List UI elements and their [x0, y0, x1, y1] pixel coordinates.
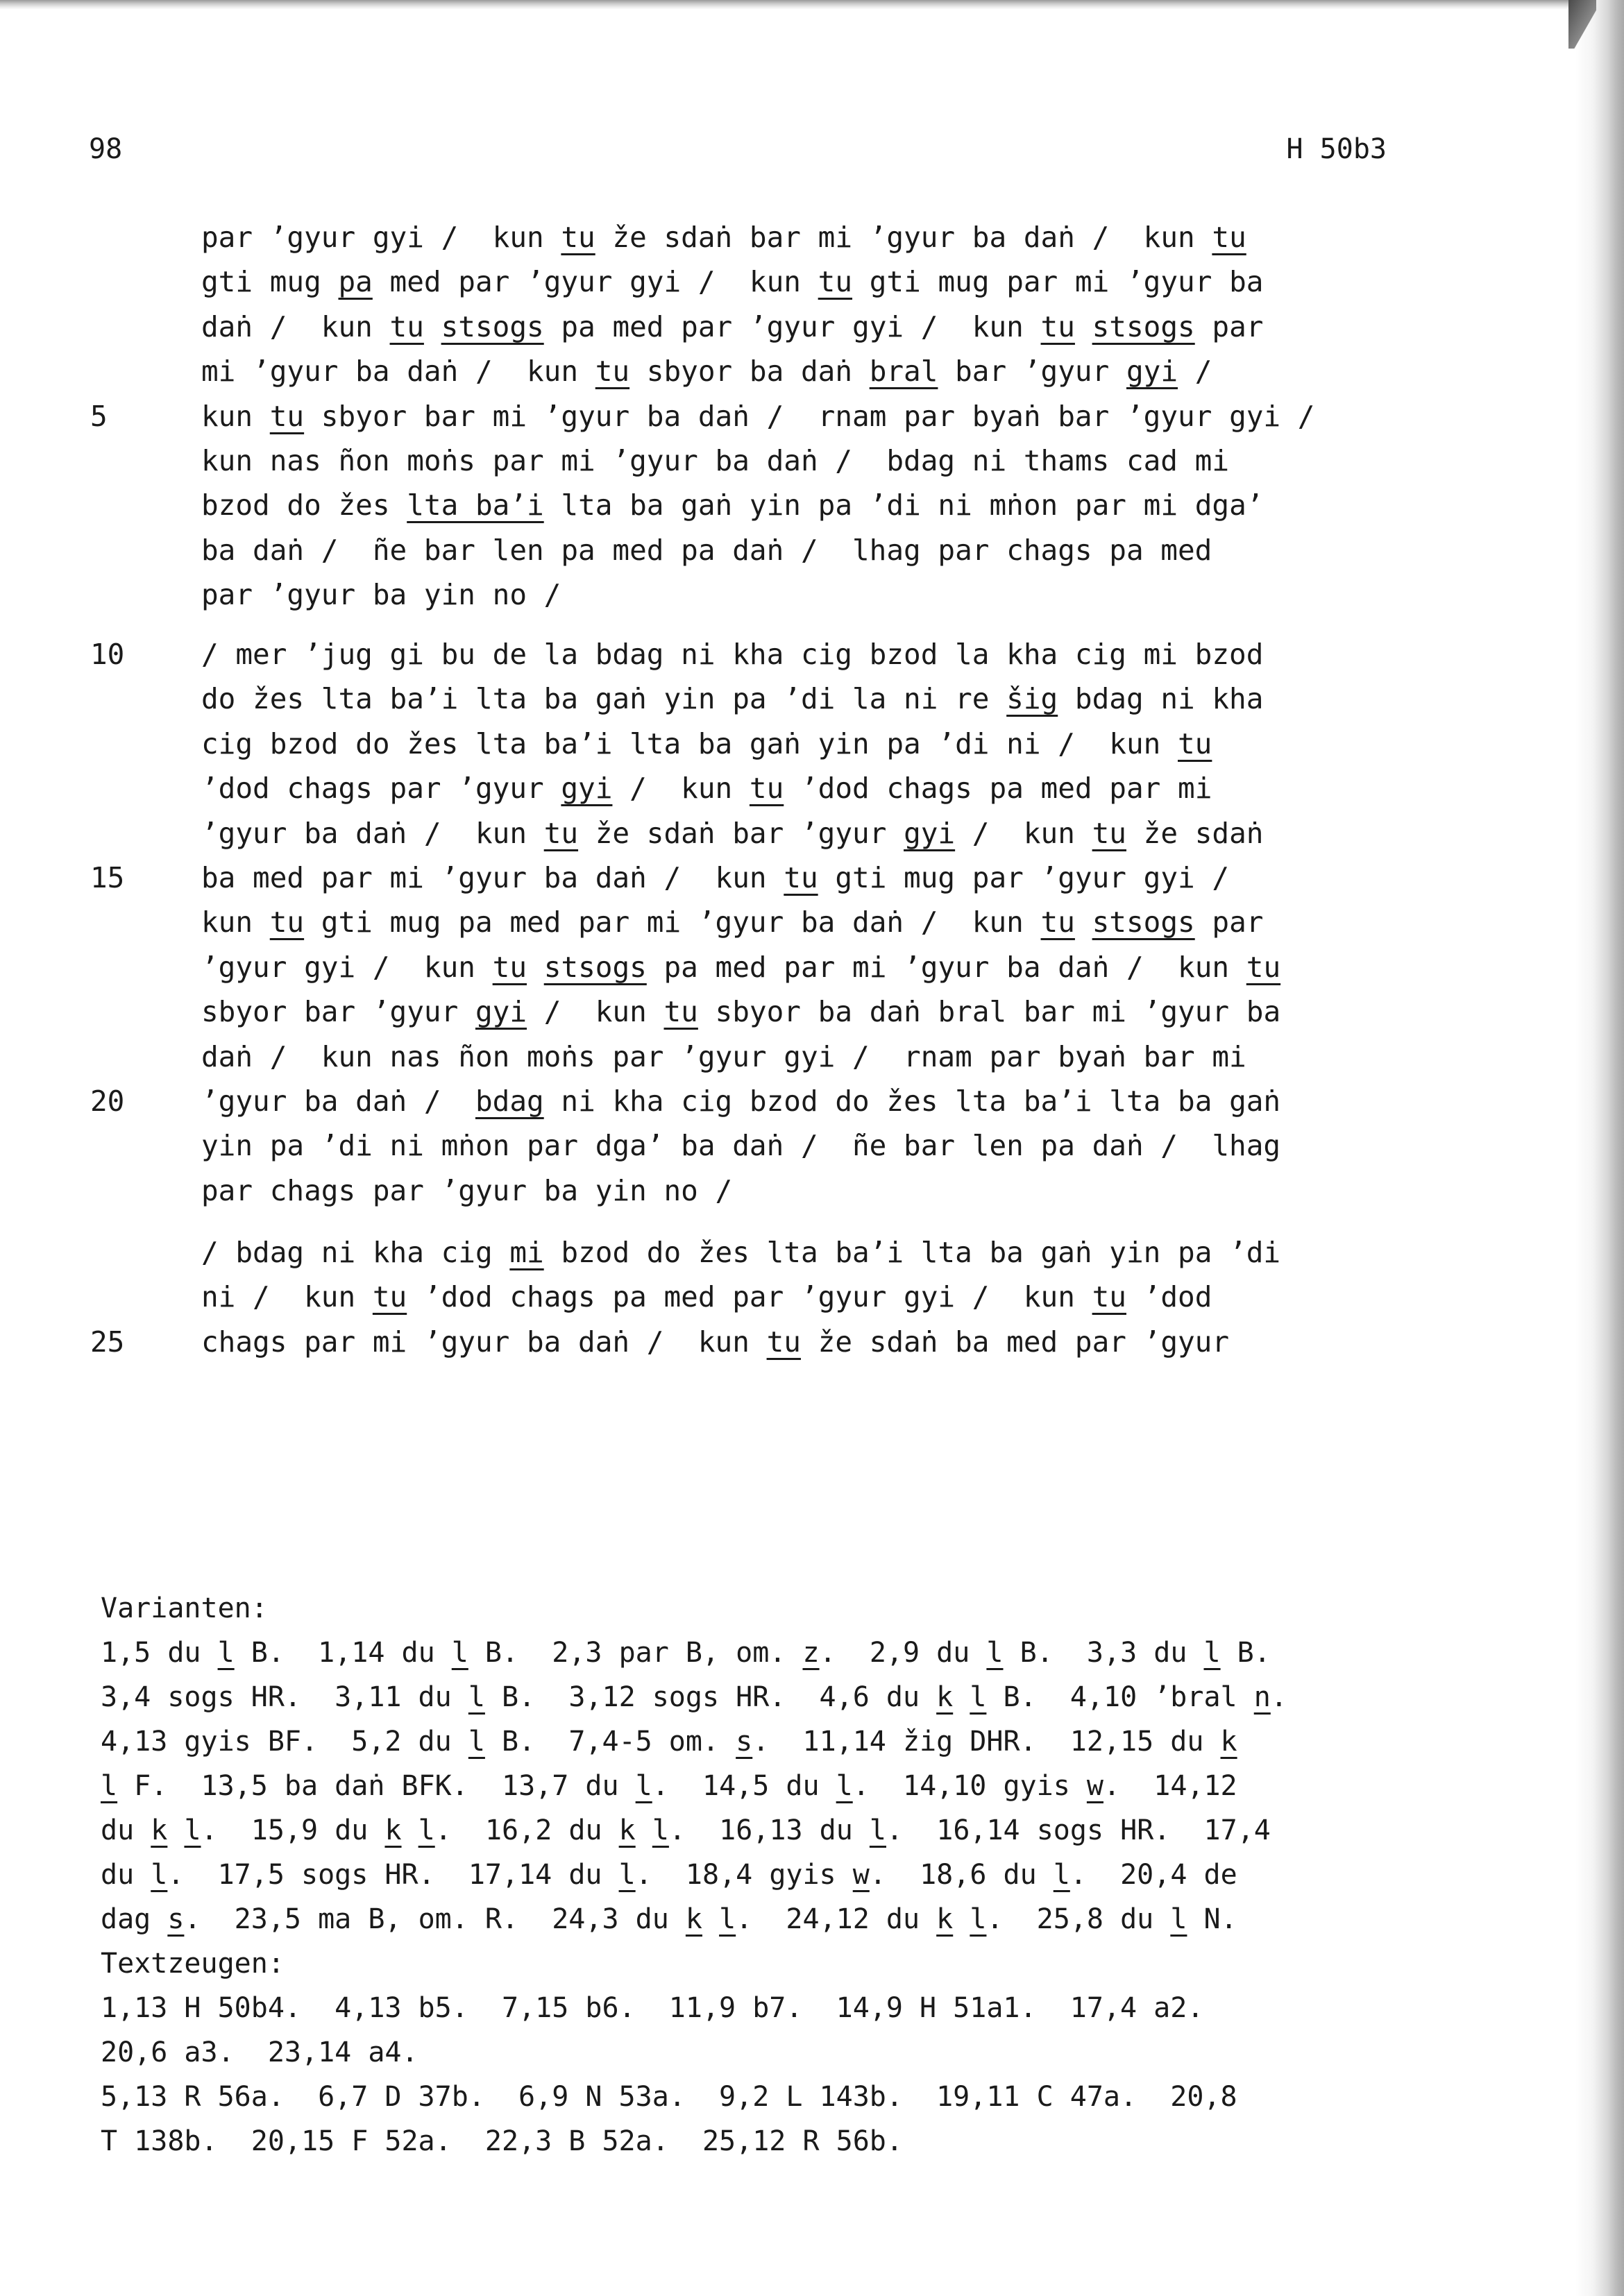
- text-run: B. 7,4-5 om.: [484, 1726, 736, 1758]
- line-number: 5: [90, 399, 108, 433]
- text-run: du: [101, 1859, 151, 1891]
- text-run: . 16,14 sogs HR. 17,4: [886, 1814, 1271, 1846]
- scan-edge-right: [1575, 0, 1624, 2296]
- text-line: [201, 439, 1315, 483]
- underlined-text: tu: [1092, 1280, 1126, 1314]
- underlined-text: k: [936, 1903, 954, 1935]
- text-run: B. 3,3 du: [1003, 1637, 1204, 1669]
- text-line: [201, 1230, 1280, 1275]
- text-line: [201, 349, 1315, 393]
- text-line: [201, 572, 1315, 617]
- text-run: [402, 1814, 418, 1846]
- text-run: bar ’gyur: [938, 355, 1126, 389]
- text-run: kun nas ñon moṅs par mi ’gyur ba daṅ / bdag ni thams cad mi: [201, 443, 1230, 477]
- text-run: . 14,5 du: [652, 1770, 836, 1802]
- underlined-text: tu: [389, 309, 424, 343]
- underlined-text: gyi: [561, 772, 613, 806]
- underlined-text: k: [1220, 1726, 1237, 1758]
- text-run: [953, 1903, 970, 1935]
- text-run: mi ’gyur ba daṅ / kun: [201, 355, 595, 389]
- underlined-text: w: [852, 1859, 870, 1891]
- text-run: T 138b. 20,15 F 52a. 22,3 B 52a. 25,12 R 56b.: [101, 2125, 903, 2157]
- underlined-text: tu: [1040, 309, 1075, 343]
- text-line: [101, 1675, 1287, 1719]
- underlined-text: w: [1086, 1770, 1103, 1802]
- text-run: . 14,12: [1103, 1770, 1237, 1802]
- text-run: med par ’gyur gyi / kun: [372, 265, 818, 299]
- underlined-text: n: [1253, 1681, 1271, 1713]
- underlined-text: tu: [492, 950, 527, 984]
- text-line: [90, 632, 1280, 677]
- underlined-text: stsogs: [1092, 309, 1195, 343]
- text-run: [167, 1814, 184, 1846]
- scan-corner-shadow: [1568, 0, 1596, 49]
- text-run: [527, 951, 544, 984]
- text-run: yin pa ’di ni mṅon par dga’ ba daṅ / ñe bar len pa daṅ / lhag: [201, 1129, 1281, 1163]
- underlined-text: tu: [663, 995, 698, 1029]
- underlined-text: k: [936, 1681, 954, 1713]
- text-run: ba med par mi ’gyur ba daṅ / kun: [201, 860, 784, 894]
- text-run: B.: [1220, 1637, 1271, 1669]
- text-run: par: [1194, 309, 1264, 343]
- text-run: sbyor ba daṅ bral bar mi ’gyur ba: [697, 995, 1281, 1029]
- text-run: sbyor bar ’gyur: [201, 995, 475, 1029]
- text-run: N.: [1187, 1903, 1237, 1935]
- text-line: [201, 1275, 1280, 1319]
- text-line: [201, 260, 1315, 304]
- text-run: kun: [201, 399, 270, 433]
- text-run: [636, 1814, 652, 1846]
- text-run: sbyor ba daṅ: [629, 355, 870, 389]
- line-number: 10: [90, 638, 125, 671]
- text-run: . 16,13 du: [668, 1814, 870, 1846]
- text-run: že sdaṅ: [1126, 816, 1264, 850]
- underlined-text: tu: [561, 221, 595, 254]
- text-run: B. 3,12 sogs HR. 4,6 du: [484, 1681, 937, 1713]
- text-run: kun: [201, 905, 270, 939]
- text-run: [1075, 310, 1092, 343]
- text-line: [101, 1719, 1287, 1764]
- underlined-text: l: [217, 1637, 235, 1669]
- underlined-text: l: [970, 1903, 987, 1935]
- text-run: že sdaṅ ba med par ’gyur: [800, 1325, 1230, 1359]
- underlined-text: l: [869, 1814, 886, 1846]
- text-run: gti mug pa med par mi ’gyur ba daṅ / kun: [304, 905, 1041, 939]
- text-run: [953, 1681, 970, 1713]
- text-run: B. 4,10 ’bral: [986, 1681, 1254, 1713]
- underlined-text: l: [986, 1637, 1004, 1669]
- underlined-text: stsogs: [441, 309, 544, 343]
- text-run: že sdaṅ bar ’gyur: [578, 816, 904, 850]
- text-run: 3,4 sogs HR. 3,11 du: [101, 1681, 468, 1713]
- underlined-text: tu: [543, 816, 579, 850]
- underlined-text: tu: [269, 905, 305, 939]
- text-line: [90, 394, 1315, 439]
- underlined-text: l: [652, 1814, 669, 1846]
- text-line: [201, 989, 1280, 1034]
- text-line: [201, 766, 1280, 810]
- text-run: . 23,5 ma B, om. R. 24,3 du: [184, 1903, 686, 1935]
- underlined-text: tu: [766, 1325, 801, 1359]
- underlined-text: l: [418, 1814, 435, 1846]
- text-run: Varianten:: [101, 1592, 268, 1624]
- text-paragraph-1: [90, 215, 1315, 618]
- text-line: [201, 528, 1315, 572]
- text-run: daṅ / kun nas ñon moṅs par ’gyur gyi / rnam par byaṅ bar mi: [201, 1039, 1246, 1073]
- underlined-text: bral: [869, 355, 938, 389]
- underlined-text: pa: [338, 265, 373, 299]
- text-run: ni kha cig bzod do žes lta ba’i lta ba gaṅ: [543, 1084, 1281, 1118]
- text-run: . 11,14 žig DHR. 12,15 du: [752, 1726, 1221, 1758]
- text-run: gti mug par mi ’gyur ba: [852, 265, 1264, 299]
- text-line: [201, 722, 1280, 766]
- text-paragraph-2: [90, 632, 1281, 1213]
- underlined-text: l: [151, 1859, 168, 1891]
- underlined-text: tu: [1178, 726, 1212, 760]
- underlined-text: l: [635, 1770, 652, 1802]
- text-paragraph-3: [90, 1230, 1281, 1364]
- text-run: B. 2,3 par B, om.: [468, 1637, 803, 1669]
- text-line: [201, 1035, 1280, 1079]
- underlined-text: z: [802, 1637, 820, 1669]
- text-line: [201, 945, 1280, 989]
- underlined-text: gyi: [1126, 355, 1178, 389]
- underlined-text: tu: [1092, 816, 1126, 850]
- underlined-text: l: [719, 1903, 736, 1935]
- text-line: [101, 1764, 1287, 1808]
- text-run: F. 13,5 ba daṅ BFK. 13,7 du: [117, 1770, 636, 1802]
- text-run: daṅ / kun: [201, 309, 390, 343]
- underlined-text: šig: [1006, 682, 1058, 716]
- text-line: [201, 305, 1315, 349]
- critical-apparatus: [101, 1586, 1287, 2163]
- text-line: [201, 677, 1280, 721]
- underlined-text: bdag: [475, 1084, 544, 1118]
- text-line: [101, 1586, 1287, 1631]
- text-run: 1,5 du: [101, 1637, 218, 1669]
- text-run: du: [101, 1814, 151, 1846]
- underlined-text: tu: [269, 399, 305, 433]
- page-reference: H 50b3: [1286, 133, 1387, 165]
- text-line: [101, 1897, 1287, 1941]
- text-run: . 15,9 du: [201, 1814, 385, 1846]
- text-line: [90, 1079, 1281, 1123]
- page-number: 98: [89, 133, 123, 165]
- underlined-text: l: [1203, 1637, 1221, 1669]
- text-run: bdag ni kha: [1058, 682, 1264, 716]
- text-run: cig bzod do žes lta ba’i lta ba gaṅ yin pa ’di ni / kun: [201, 726, 1178, 760]
- text-run: B. 1,14 du: [234, 1637, 452, 1669]
- text-run: [424, 310, 441, 343]
- text-line: [101, 1986, 1287, 2030]
- underlined-text: k: [618, 1814, 636, 1846]
- underlined-text: l: [618, 1859, 636, 1891]
- text-run: gti mug par ’gyur gyi /: [818, 860, 1230, 894]
- text-run: lta ba gaṅ yin pa ’di ni mṅon par mi dga’: [543, 488, 1264, 522]
- text-run: chags par mi ’gyur ba daṅ / kun: [201, 1325, 767, 1359]
- text-run: . 25,8 du: [986, 1903, 1171, 1935]
- text-run: ’dod chags pa med par ’gyur gyi / kun: [407, 1280, 1092, 1314]
- text-run: . 18,4 gyis: [635, 1859, 853, 1891]
- text-run: . 20,4 de: [1069, 1859, 1237, 1891]
- text-run: par ’gyur gyi / kun: [201, 221, 561, 254]
- text-run: [702, 1903, 719, 1935]
- underlined-text: k: [151, 1814, 168, 1846]
- text-run: 4,13 gyis BF. 5,2 du: [101, 1726, 468, 1758]
- text-line: [201, 900, 1280, 944]
- text-line: [101, 2030, 1287, 2075]
- text-run: . 17,5 sogs HR. 17,14 du: [167, 1859, 619, 1891]
- text-run: / kun: [955, 816, 1092, 850]
- text-line: [101, 1941, 1287, 1986]
- underlined-text: l: [970, 1681, 987, 1713]
- underlined-text: l: [1053, 1859, 1070, 1891]
- underlined-text: gyi: [904, 816, 956, 850]
- text-run: bzod do žes: [201, 488, 407, 522]
- underlined-text: tu: [784, 860, 818, 894]
- text-run: 1,13 H 50b4. 4,13 b5. 7,15 b6. 11,9 b7. 14,9 H 51a1. 17,4 a2.: [101, 1992, 1204, 2024]
- underlined-text: l: [184, 1814, 201, 1846]
- text-line: [201, 215, 1315, 260]
- underlined-text: stsogs: [1092, 905, 1195, 939]
- underlined-text: l: [1170, 1903, 1187, 1935]
- underlined-text: tu: [372, 1280, 407, 1314]
- underlined-text: mi: [509, 1236, 544, 1269]
- text-run: Textzeugen:: [101, 1948, 285, 1980]
- text-run: ’gyur ba daṅ /: [201, 1084, 475, 1118]
- text-line: [101, 1853, 1287, 1897]
- text-run: / kun: [527, 995, 664, 1029]
- underlined-text: tu: [1040, 905, 1075, 939]
- text-line: [101, 1631, 1287, 1675]
- line-number: 15: [90, 860, 125, 894]
- text-run: gti mug: [201, 265, 339, 299]
- text-run: sbyor bar mi ’gyur ba daṅ / rnam par byaṅ bar ’gyur gyi /: [304, 399, 1315, 433]
- scan-edge-top: [0, 0, 1575, 10]
- text-line: [101, 2075, 1287, 2119]
- text-run: . 18,6 du: [869, 1859, 1054, 1891]
- text-run: . 24,12 du: [736, 1903, 937, 1935]
- underlined-text: l: [468, 1726, 485, 1758]
- line-number: 25: [90, 1325, 125, 1359]
- underlined-text: gyi: [475, 995, 527, 1029]
- text-line: [201, 1123, 1280, 1168]
- text-run: 20,6 a3. 23,14 a4.: [101, 2036, 418, 2068]
- text-run: / bdag ni kha cig: [201, 1236, 510, 1269]
- text-run: / kun: [612, 772, 750, 806]
- text-line: [101, 2119, 1287, 2163]
- text-run: / mer ’jug gi bu de la bdag ni kha cig bzod la kha cig mi bzod: [201, 638, 1264, 671]
- text-run: . 14,10 gyis: [852, 1770, 1087, 1802]
- underlined-text: l: [101, 1770, 118, 1802]
- text-run: pa med par mi ’gyur ba daṅ / kun: [646, 950, 1246, 984]
- text-line: [201, 1168, 1280, 1213]
- text-run: bzod do žes lta ba’i lta ba gaṅ yin pa ’di: [543, 1236, 1281, 1269]
- underlined-text: tu: [818, 265, 853, 299]
- underlined-text: tu: [1246, 950, 1281, 984]
- text-run: že sdaṅ bar mi ’gyur ba daṅ / kun: [595, 221, 1212, 254]
- underlined-text: l: [451, 1637, 468, 1669]
- underlined-text: k: [685, 1903, 702, 1935]
- text-run: .: [1270, 1681, 1287, 1713]
- text-run: ’dod chags pa med par mi: [784, 772, 1212, 806]
- text-run: ’dod chags par ’gyur: [201, 772, 561, 806]
- text-line: [201, 483, 1315, 527]
- text-line: [201, 811, 1280, 856]
- text-run: ba daṅ / ñe bar len pa med pa daṅ / lhag par chags pa med: [201, 533, 1212, 567]
- underlined-text: lta ba’i: [407, 488, 544, 522]
- text-run: do žes lta ba’i lta ba gaṅ yin pa ’di la ni re: [201, 682, 1007, 716]
- text-run: . 16,2 du: [434, 1814, 619, 1846]
- text-run: /: [1178, 355, 1212, 389]
- text-run: ni / kun: [201, 1280, 373, 1314]
- text-run: ’gyur ba daṅ / kun: [201, 816, 544, 850]
- underlined-text: l: [836, 1770, 853, 1802]
- underlined-text: s: [167, 1903, 185, 1935]
- text-run: par: [1194, 905, 1264, 939]
- underlined-text: tu: [595, 355, 630, 389]
- text-run: par ’gyur ba yin no /: [201, 578, 561, 612]
- text-run: ’gyur gyi / kun: [201, 950, 493, 984]
- text-line: [90, 856, 1280, 900]
- text-run: ’dod: [1126, 1280, 1212, 1314]
- text-run: pa med par ’gyur gyi / kun: [543, 309, 1041, 343]
- underlined-text: tu: [1212, 221, 1246, 254]
- text-run: dag: [101, 1903, 168, 1935]
- underlined-text: stsogs: [543, 950, 647, 984]
- underlined-text: l: [468, 1681, 485, 1713]
- underlined-text: s: [736, 1726, 753, 1758]
- text-run: . 2,9 du: [819, 1637, 987, 1669]
- line-number: 20: [90, 1084, 125, 1118]
- underlined-text: tu: [749, 772, 784, 806]
- text-line: [101, 1808, 1287, 1853]
- underlined-text: k: [384, 1814, 402, 1846]
- text-run: 5,13 R 56a. 6,7 D 37b. 6,9 N 53a. 9,2 L 143b. 19,11 C 47a. 20,8: [101, 2081, 1237, 2113]
- text-run: par chags par ’gyur ba yin no /: [201, 1173, 733, 1207]
- text-run: [1075, 905, 1092, 939]
- text-line: [90, 1320, 1280, 1364]
